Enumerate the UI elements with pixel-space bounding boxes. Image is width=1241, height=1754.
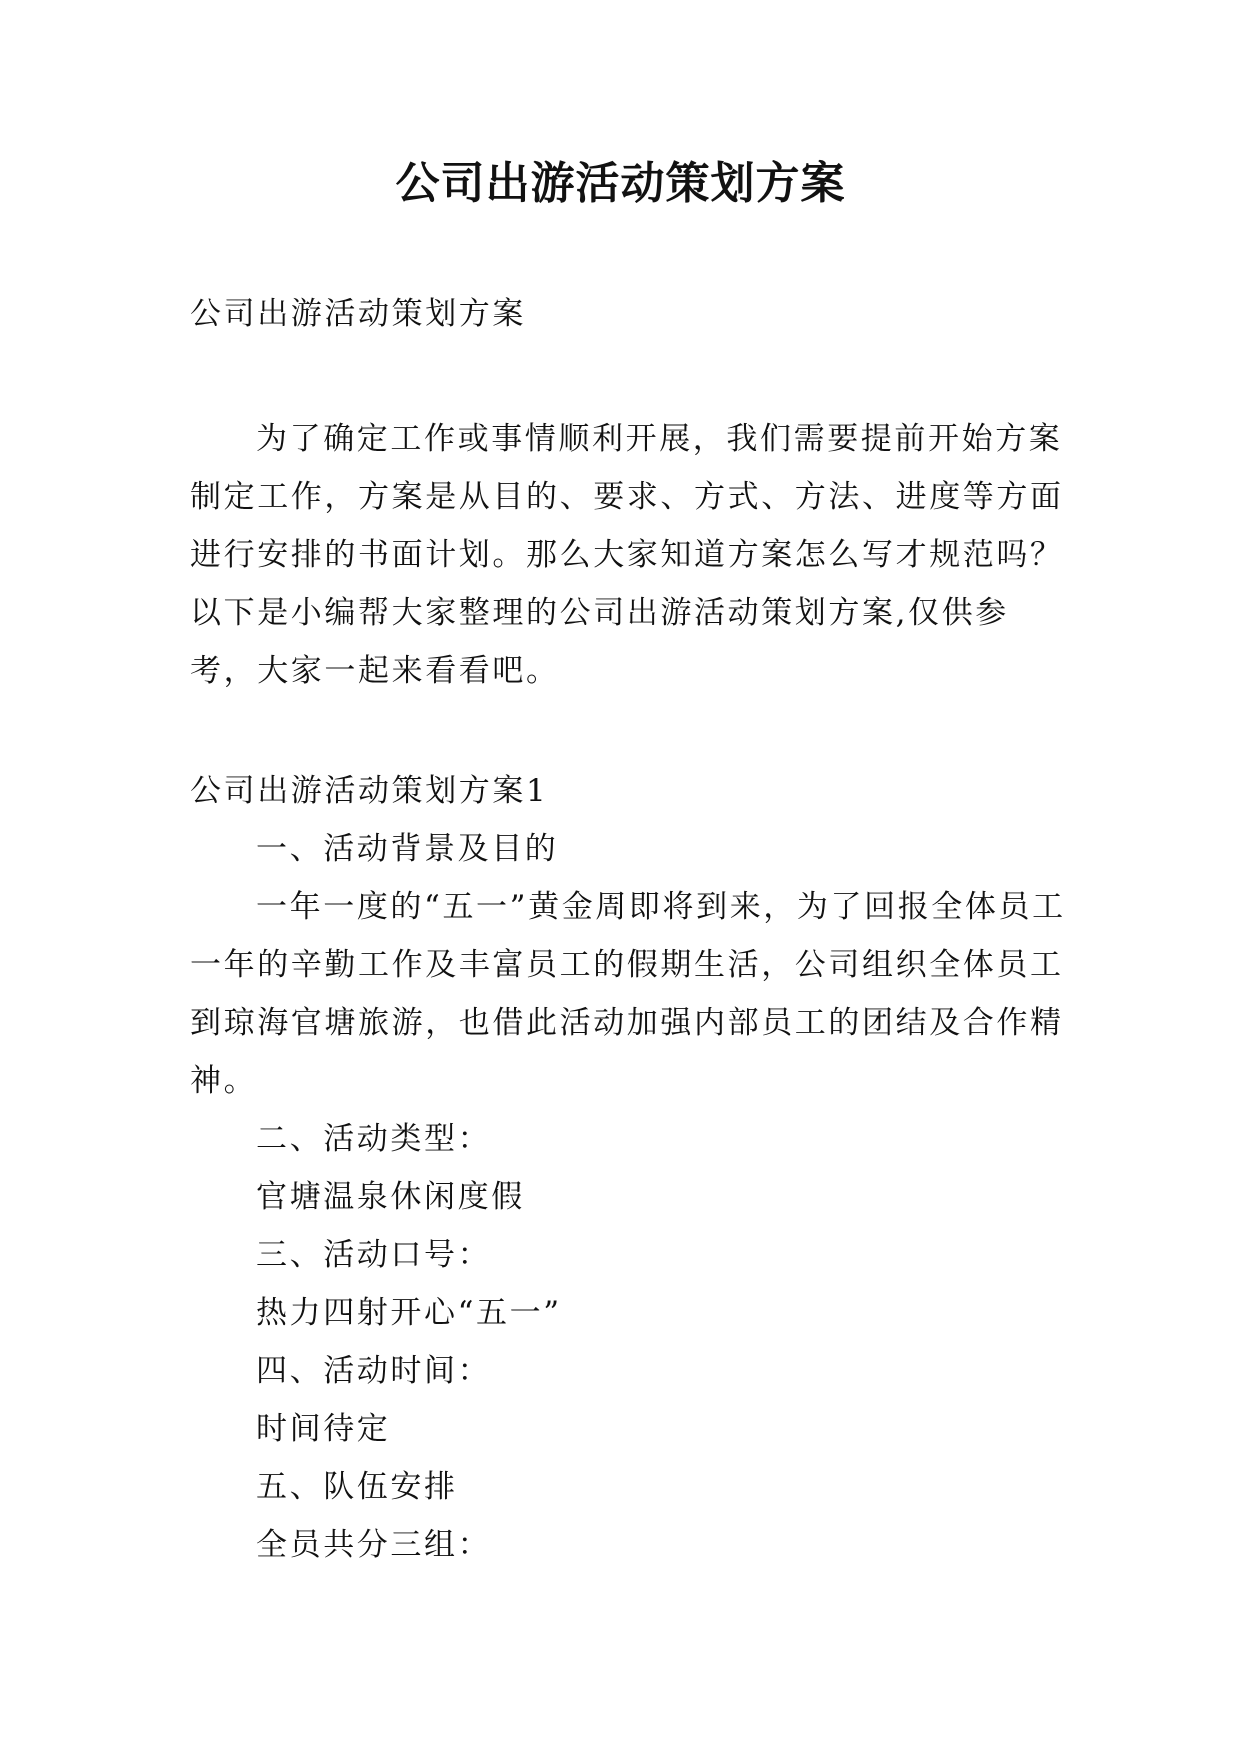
text-team: 全员共分三组： [256,1527,492,1563]
text-activity-type: 官塘温泉休闲度假 [256,1179,525,1215]
document-title: 公司出游活动策划方案 [395,158,846,209]
heading-activity-type: 二、活动类型： [256,1121,492,1157]
paragraph-background: 一年一度的“五一”黄金周即将到来，为了回报全体员工一年的辛勤工作及丰富员工的假期生活，公司组织全体员工到琼海官塘旅游，也借此活动加强内部员工的团结及合作精神。 [190,889,1066,1099]
intro-paragraph: 为了确定工作或事情顺利开展，我们需要提前开始方案制定工作，方案是从目的、要求、方式、方法、进度等方面进行安排的书面计划。那么大家知道方案怎么写才规范吗？以下是小编帮大家整理的公司出游活动策划方案,仅供参考，大家一起来看看吧。 [190,421,1064,689]
text-time: 时间待定 [256,1411,391,1447]
heading-time: 四、活动时间： [256,1353,492,1389]
section-title: 公司出游活动策划方案1 [190,773,549,809]
heading-slogan: 三、活动口号： [256,1237,492,1273]
heading-background: 一、活动背景及目的 [256,831,559,867]
heading-team: 五、队伍安排 [256,1469,458,1505]
plan-section [190,762,1070,1574]
text-slogan: 热力四射开心“五一” [256,1295,562,1331]
document-subtitle: 公司出游活动策划方案 [190,296,526,332]
